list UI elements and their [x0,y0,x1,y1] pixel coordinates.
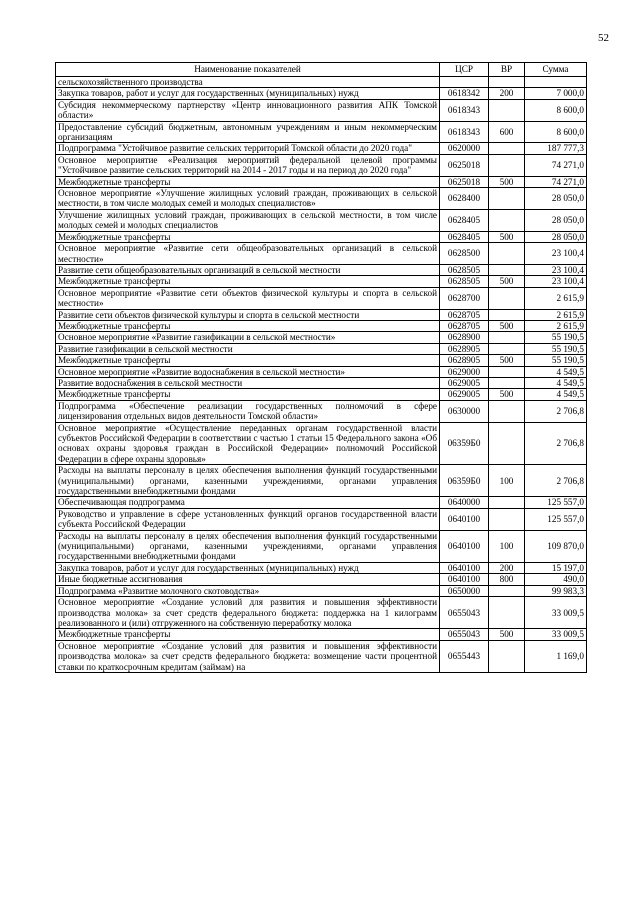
table-row [56,332,587,343]
page-number: 52 [598,32,609,44]
table-row [56,585,587,596]
table-row [56,422,587,465]
row-csr-cell: 0628905 [440,343,489,354]
row-sum-cell: 55 190,5 [525,332,587,343]
row-csr-cell: 0640100 [440,574,489,585]
row-name-cell: Подпрограмма «Развитие молочного скотоводства» [56,585,440,596]
row-sum-cell: 15 197,0 [525,562,587,573]
row-vr-cell [489,99,525,121]
row-sum-cell: 187 777,3 [525,143,587,154]
row-vr-cell: 200 [489,88,525,99]
row-name-cell: Подпрограмма «Обеспечение реализации государственных полномочий в сфере лицензирования отдельных видов деятельности Томской области» [56,400,440,422]
header-vr: ВР [489,63,525,77]
table-row [56,320,587,331]
row-name-cell: Предоставление субсидий бюджетным, автономным учреждениям и иным некоммерческим организациям [56,121,440,143]
row-csr-cell: 0625018 [440,154,489,176]
row-sum-cell: 8 600,0 [525,121,587,143]
row-csr-cell: 0629005 [440,377,489,388]
row-sum-cell: 99 983,3 [525,585,587,596]
table-row [56,243,587,265]
row-sum-cell: 4 549,5 [525,366,587,377]
row-sum-cell: 2 706,8 [525,400,587,422]
row-name-cell: Основное мероприятие «Осуществление переданных органам государственной власти субъектов Российской Федерации в соответствии с частью 1 статьи 15 Федерального закона «Об основах охраны здоровья граждан в Российской Федерации» полномочий Российской Федерации в сфере охраны здоровья» [56,422,440,465]
table-row [56,264,587,275]
row-vr-cell: 500 [489,355,525,366]
row-csr-cell: 0625018 [440,176,489,187]
table-row [56,530,587,562]
table-row [56,188,587,210]
row-sum-cell: 23 100,4 [525,243,587,265]
row-name-cell: Развитие сети общеобразовательных организаций в сельской местности [56,264,440,275]
table-row [56,562,587,573]
row-csr-cell: 0618343 [440,121,489,143]
table-row [56,629,587,640]
row-sum-cell: 55 190,5 [525,343,587,354]
row-vr-cell [489,332,525,343]
row-name-cell: сельскохозяйственного производства [56,77,440,88]
row-csr-cell: 06359Б0 [440,465,489,497]
table-row [56,465,587,497]
row-sum-cell: 55 190,5 [525,355,587,366]
row-csr-cell: 0618343 [440,99,489,121]
row-name-cell: Основное мероприятие «Реализация мероприятий федеральной целевой программы "Устойчивое развитие сельских территорий на 2014 - 2017 годы и на период до 2020 года" [56,154,440,176]
row-csr-cell: 0655043 [440,629,489,640]
row-sum-cell: 4 549,5 [525,389,587,400]
row-vr-cell: 500 [489,320,525,331]
row-vr-cell [489,508,525,530]
row-vr-cell [489,585,525,596]
table-row [56,508,587,530]
row-vr-cell: 100 [489,465,525,497]
row-name-cell: Обеспечивающая подпрограмма [56,497,440,508]
row-name-cell: Основное мероприятие «Развитие сети объектов физической культуры и спорта в сельской местности» [56,287,440,309]
row-name-cell: Улучшение жилищных условий граждан, проживающих в сельской местности, в том числе молодых семей и молодых специалистов [56,209,440,231]
row-vr-cell [489,243,525,265]
row-csr-cell: 0630000 [440,400,489,422]
row-sum-cell: 490,0 [525,574,587,585]
table-row [56,597,587,629]
table-row [56,231,587,242]
row-name-cell: Межбюджетные трансферты [56,629,440,640]
row-name-cell: Развитие сети объектов физической культуры и спорта в сельской местности [56,309,440,320]
row-csr-cell: 06359Б0 [440,422,489,465]
row-name-cell: Основное мероприятие «Создание условий для развития и повышения эффективности производства молока» за счет средств федерального бюджета: возмещение части процентной ставки по краткосрочным кредитам (займам) на [56,640,440,672]
table-row [56,640,587,672]
row-name-cell: Основное мероприятие «Развитие водоснабжения в сельской местности» [56,366,440,377]
table-body [56,77,587,673]
row-vr-cell [489,188,525,210]
row-csr-cell: 0628505 [440,264,489,275]
row-sum-cell [525,77,587,88]
table-row [56,287,587,309]
table-row [56,355,587,366]
row-sum-cell: 8 600,0 [525,99,587,121]
row-name-cell: Межбюджетные трансферты [56,176,440,187]
row-csr-cell: 0628705 [440,320,489,331]
table-row [56,154,587,176]
row-csr-cell: 0618342 [440,88,489,99]
row-sum-cell: 23 100,4 [525,264,587,275]
row-name-cell: Развитие водоснабжения в сельской местности [56,377,440,388]
row-vr-cell [489,497,525,508]
row-vr-cell [489,309,525,320]
row-vr-cell: 500 [489,276,525,287]
table-row [56,377,587,388]
table-row [56,88,587,99]
row-name-cell: Межбюджетные трансферты [56,355,440,366]
table-row [56,77,587,88]
row-sum-cell: 125 557,0 [525,508,587,530]
table-row [56,366,587,377]
table-row [56,497,587,508]
row-vr-cell: 200 [489,562,525,573]
row-csr-cell: 0628500 [440,243,489,265]
row-sum-cell: 2 706,8 [525,465,587,497]
row-name-cell: Иные бюджетные ассигнования [56,574,440,585]
row-name-cell: Подпрограмма "Устойчивое развитие сельских территорий Томской области до 2020 года" [56,143,440,154]
row-vr-cell: 500 [489,176,525,187]
row-vr-cell: 100 [489,530,525,562]
table-row [56,121,587,143]
row-name-cell: Основное мероприятие «Улучшение жилищных условий граждан, проживающих в сельской местности, в том числе молодых семей и молодых специалистов» [56,188,440,210]
row-csr-cell: 0640000 [440,497,489,508]
row-sum-cell: 74 271,0 [525,176,587,187]
row-sum-cell: 7 000,0 [525,88,587,99]
row-name-cell: Межбюджетные трансферты [56,320,440,331]
table-header [56,63,587,77]
row-csr-cell: 0640100 [440,508,489,530]
row-name-cell: Межбюджетные трансферты [56,231,440,242]
row-name-cell: Межбюджетные трансферты [56,276,440,287]
row-name-cell: Руководство и управление в сфере установленных функций органов государственной власти субъекта Российской Федерации [56,508,440,530]
row-name-cell: Закупка товаров, работ и услуг для государственных (муниципальных) нужд [56,562,440,573]
row-name-cell: Закупка товаров, работ и услуг для государственных (муниципальных) нужд [56,88,440,99]
row-csr-cell: 0628700 [440,287,489,309]
table-row [56,176,587,187]
row-vr-cell [489,143,525,154]
row-sum-cell: 109 870,0 [525,530,587,562]
row-vr-cell [489,400,525,422]
row-vr-cell [489,343,525,354]
row-vr-cell [489,422,525,465]
row-vr-cell [489,77,525,88]
table-row [56,343,587,354]
row-sum-cell: 28 050,0 [525,209,587,231]
row-csr-cell: 0655043 [440,597,489,629]
row-sum-cell: 1 169,0 [525,640,587,672]
row-csr-cell: 0640100 [440,562,489,573]
table-row [56,143,587,154]
row-csr-cell: 0655443 [440,640,489,672]
row-csr-cell: 0620000 [440,143,489,154]
row-csr-cell: 0650000 [440,585,489,596]
row-name-cell: Основное мероприятие «Развитие газификации в сельской местности» [56,332,440,343]
row-sum-cell: 33 009,5 [525,629,587,640]
row-sum-cell: 2 615,9 [525,287,587,309]
row-name-cell: Межбюджетные трансферты [56,389,440,400]
table-row [56,400,587,422]
row-vr-cell: 800 [489,574,525,585]
row-sum-cell: 2 615,9 [525,320,587,331]
row-name-cell: Основное мероприятие «Создание условий для развития и повышения эффективности производства молока» за счет средств федерального бюджета: поддержка на 1 килограмм реализованного и (или) отгруженного на собственную переработку молока [56,597,440,629]
row-vr-cell: 500 [489,231,525,242]
row-sum-cell: 2 615,9 [525,309,587,320]
row-vr-cell [489,597,525,629]
row-csr-cell: 0628905 [440,355,489,366]
row-vr-cell [489,377,525,388]
row-name-cell: Развитие газификации в сельской местности [56,343,440,354]
row-csr-cell: 0628405 [440,209,489,231]
row-csr-cell: 0628405 [440,231,489,242]
table-row [56,309,587,320]
row-csr-cell: 0629005 [440,389,489,400]
row-vr-cell [489,154,525,176]
row-vr-cell [489,209,525,231]
row-sum-cell: 2 706,8 [525,422,587,465]
row-csr-cell: 0628400 [440,188,489,210]
table-row [56,574,587,585]
row-csr-cell: 0628900 [440,332,489,343]
row-name-cell: Расходы на выплаты персоналу в целях обеспечения выполнения функций государственными (муниципальными) органами, казенными учреждениями, органами управления государственными внебюджетными фондами [56,530,440,562]
row-sum-cell: 125 557,0 [525,497,587,508]
row-sum-cell: 4 549,5 [525,377,587,388]
row-vr-cell: 500 [489,629,525,640]
row-sum-cell: 33 009,5 [525,597,587,629]
row-name-cell: Основное мероприятие «Развитие сети общеобразовательных организаций в сельской местности» [56,243,440,265]
header-sum: Сумма [525,63,587,77]
row-vr-cell: 600 [489,121,525,143]
budget-table [55,62,587,673]
row-vr-cell [489,366,525,377]
row-csr-cell: 0640100 [440,530,489,562]
row-vr-cell [489,264,525,275]
table-row [56,209,587,231]
row-vr-cell: 500 [489,389,525,400]
row-sum-cell: 28 050,0 [525,231,587,242]
row-vr-cell [489,640,525,672]
row-csr-cell [440,77,489,88]
row-name-cell: Расходы на выплаты персоналу в целях обеспечения выполнения функций государственными (муниципальными) органами, казенными учреждениями, органами управления государственными внебюджетными фондами [56,465,440,497]
table-row [56,389,587,400]
row-name-cell: Субсидия некоммерческому партнерству «Центр инновационного развития АПК Томской области» [56,99,440,121]
row-sum-cell: 23 100,4 [525,276,587,287]
row-vr-cell [489,287,525,309]
row-sum-cell: 28 050,0 [525,188,587,210]
row-csr-cell: 0629000 [440,366,489,377]
header-csr: ЦСР [440,63,489,77]
row-csr-cell: 0628705 [440,309,489,320]
table-row [56,99,587,121]
header-name: Наименование показателей [56,63,440,77]
row-csr-cell: 0628505 [440,276,489,287]
row-sum-cell: 74 271,0 [525,154,587,176]
table-row [56,276,587,287]
